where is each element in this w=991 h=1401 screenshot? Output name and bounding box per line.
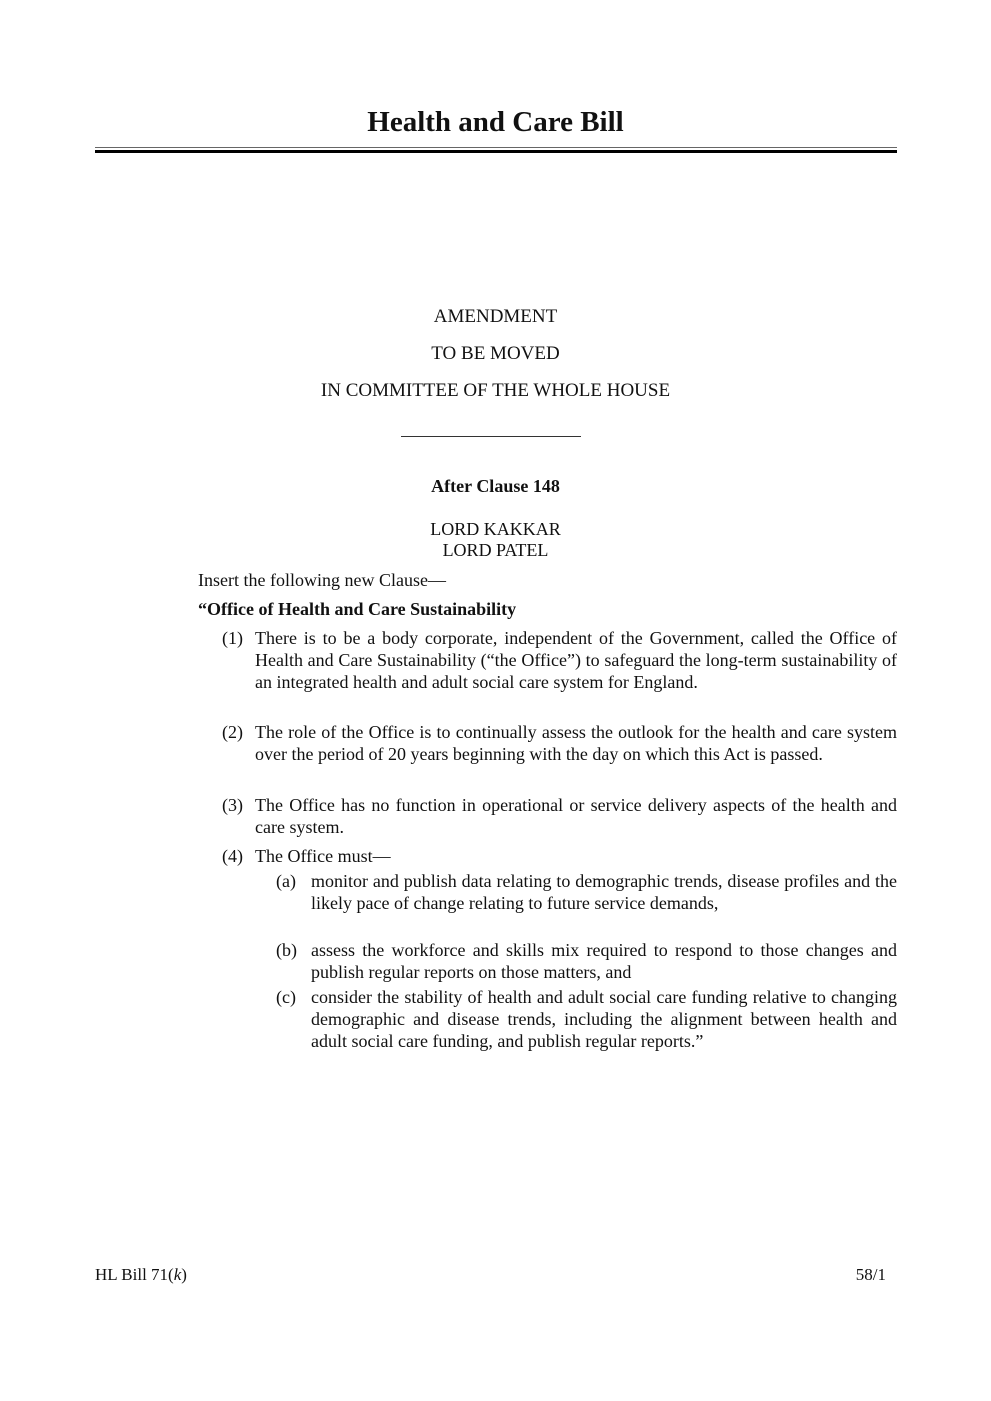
bill-reference xyxy=(95,1265,187,1285)
subsection-number: (4) xyxy=(222,846,243,866)
new-clause-title: “Office of Health and Care Sustainability xyxy=(198,599,517,619)
paragraph-text: consider the stability of health and adult social care funding relative to changing demographic and disease trends, including the alignment between health and adult social care funding, and publish regular reports.” xyxy=(311,987,897,1051)
paragraph-text: monitor and publish data relating to demographic trends, disease profiles and the likely pace of change relating to future service demands, xyxy=(311,871,897,913)
bill-reference-letter: k xyxy=(173,1265,182,1284)
clause-location: After Clause 148 xyxy=(431,476,560,496)
to-be-moved-heading: TO BE MOVED xyxy=(431,343,560,364)
subsection-text: The Office must— xyxy=(255,846,391,866)
subsection-4 xyxy=(222,845,897,867)
mover-name: LORD KAKKAR xyxy=(430,519,561,539)
insert-instruction: Insert the following new Clause— xyxy=(198,570,446,590)
subsection-text: The Office has no function in operational or service delivery aspects of the health and care system. xyxy=(255,795,897,837)
subsection-number: (2) xyxy=(222,722,243,742)
document-title: Health and Care Bill xyxy=(367,106,624,138)
paragraph-letter: (b) xyxy=(276,940,297,960)
subsection-number: (1) xyxy=(222,628,243,648)
mover-name: LORD PATEL xyxy=(442,540,549,560)
title-rule-thick xyxy=(95,150,897,153)
paragraph-b xyxy=(276,939,897,983)
committee-heading: IN COMMITTEE OF THE WHOLE HOUSE xyxy=(320,380,671,401)
subsection-1 xyxy=(222,627,897,693)
title-rule-thin xyxy=(95,147,897,148)
amendment-number: 58/1 xyxy=(855,1265,886,1284)
section-divider xyxy=(401,436,581,437)
paragraph-text: assess the workforce and skills mix required to respond to those changes and publish regular reports on those matters, and xyxy=(311,940,897,982)
paragraph-letter: (c) xyxy=(276,987,296,1007)
subsection-3 xyxy=(222,794,897,838)
paragraph-a xyxy=(276,870,897,914)
bill-reference-prefix: HL Bill 71( xyxy=(95,1265,174,1284)
paragraph-letter: (a) xyxy=(276,871,296,891)
paragraph-c xyxy=(276,986,897,1052)
subsection-number: (3) xyxy=(222,795,243,815)
amendment-heading: AMENDMENT xyxy=(433,306,558,327)
bill-reference-suffix: ) xyxy=(181,1265,187,1284)
subsection-text: The role of the Office is to continually assess the outlook for the health and care system over the period of 20 years beginning with the day on which this Act is passed. xyxy=(255,722,897,764)
subsection-text: There is to be a body corporate, independent of the Government, called the Office of Health and Care Sustainability (“the Office”) to safeguard the long-term sustainability of an integrated health and adult social care system for England. xyxy=(255,628,897,692)
subsection-2 xyxy=(222,721,897,765)
